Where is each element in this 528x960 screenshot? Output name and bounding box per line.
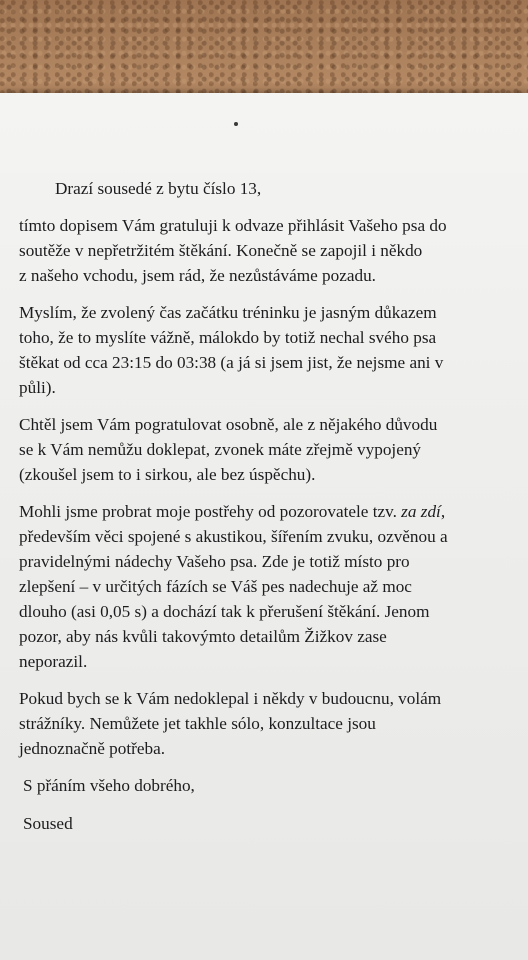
text-line: štěkat od cca 23:15 do 03:38 (a já si jsem jist, že nejsme ani v [19, 353, 444, 372]
paragraph-3 [19, 412, 524, 487]
letter-closing: S přáním všeho dobrého, [23, 776, 195, 795]
text-fragment: , [440, 502, 446, 521]
text-line: pozor, aby nás kvůli takovýmto detailům Žižkov zase [19, 627, 387, 646]
text-line: tímto dopisem Vám gratuluji k odvaze přihlásit Vašeho psa do [19, 216, 447, 235]
text-line: Pokud bych se k Vám nedoklepal i někdy v budoucnu, volám [19, 689, 442, 708]
pin-hole [234, 122, 238, 126]
text-line: neporazil. [19, 652, 88, 671]
text-line: Chtěl jsem Vám pogratulovat osobně, ale z nějakého důvodu [19, 415, 438, 434]
letter-greeting: Drazí sousedé z bytu číslo 13, [55, 179, 262, 198]
text-line: toho, že to myslíte vážně, málokdo by totiž nechal svého psa [19, 328, 437, 347]
letter-signature: Soused [23, 814, 73, 833]
paragraph-2 [19, 300, 524, 400]
text-line: půli). [19, 378, 56, 397]
text-line: především věci spojené s akustikou, šířením zvuku, ozvěnou a [19, 527, 448, 546]
text-line: z našeho vchodu, jsem rád, že nezůstáváme pozadu. [19, 266, 376, 285]
text-line: soutěže v nepřetržitém štěkání. Konečně se zapojil i někdo [19, 241, 423, 260]
text-line: jednoznačně potřeba. [19, 739, 166, 758]
text-line: Myslím, že zvolený čas začátku tréninku je jasným důkazem [19, 303, 437, 322]
paragraph-5 [19, 686, 524, 761]
text-line: strážníky. Nemůžete jet takhle sólo, konzultace jsou [19, 714, 376, 733]
paragraph-4 [19, 499, 524, 674]
text-fragment: Mohli jsme probrat moje postřehy od pozorovatele tzv. [19, 502, 402, 521]
text-line: se k Vám nemůžu doklepat, zvonek máte zřejmě vypojený [19, 440, 422, 459]
emphasis-text: za zdí [401, 502, 441, 521]
paragraph-1 [19, 213, 524, 288]
letter-body [19, 176, 524, 849]
text-line [19, 499, 524, 524]
text-line: dlouho (asi 0,05 s) a dochází tak k přerušení štěkání. Jenom [19, 602, 430, 621]
text-line: pravidelnými nádechy Vašeho psa. Zde je totiž místo pro [19, 552, 410, 571]
text-line: (zkoušel jsem to i sirkou, ale bez úspěchu). [19, 465, 316, 484]
text-line: zlepšení – v určitých fázích se Váš pes nadechuje až moc [19, 577, 412, 596]
